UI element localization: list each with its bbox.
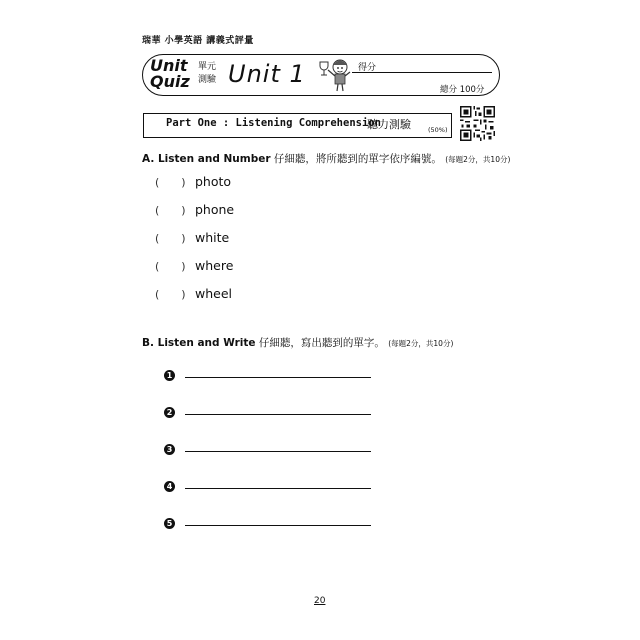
word: phone (195, 202, 235, 217)
section-b-label: B. Listen and Write (142, 337, 256, 349)
part-one-title-zh: 聽力測驗 (367, 118, 411, 131)
section-a-points: (每題2分，共10分) (445, 155, 511, 164)
word: wheel (195, 286, 232, 301)
write-row (164, 365, 175, 383)
unit-quiz-label (150, 58, 190, 90)
score-divider (352, 72, 492, 73)
word: white (195, 230, 230, 245)
unit-quiz-zh (198, 61, 216, 87)
list-item (155, 286, 232, 302)
section-b-points: (每題2分，共10分) (388, 339, 454, 348)
answer-line[interactable] (185, 451, 371, 452)
section-a-label: A. Listen and Number (142, 153, 271, 165)
list-item (155, 202, 234, 218)
answer-line[interactable] (185, 414, 371, 415)
word: photo (195, 174, 232, 189)
section-a-heading (142, 151, 510, 166)
section-a-instruction: 仔細聽，將所聽到的單字依序編號。 (273, 153, 442, 165)
book-header: 瑞華 小學英語 講義式評量 (142, 36, 254, 46)
number-blank[interactable]: ( ) (155, 260, 186, 273)
page-number: 20 (314, 596, 326, 606)
list-item (155, 230, 229, 246)
number-blank[interactable]: ( ) (155, 204, 186, 217)
answer-line[interactable] (185, 377, 371, 378)
word: where (195, 258, 234, 273)
write-row (164, 402, 175, 420)
number-blank[interactable]: ( ) (155, 232, 186, 245)
number-badge: 4 (164, 481, 175, 492)
part-one-percent: (50%) (428, 126, 448, 134)
write-row (164, 513, 175, 531)
number-badge: 5 (164, 518, 175, 529)
unit-zh-line2: 測驗 (198, 75, 217, 85)
write-row (164, 476, 175, 494)
number-badge: 3 (164, 444, 175, 455)
unit-title: Unit 1 (228, 60, 306, 88)
number-blank[interactable]: ( ) (155, 176, 186, 189)
number-badge: 1 (164, 370, 175, 381)
part-one-title: Part One : Listening Comprehension (166, 117, 381, 129)
section-b-heading (142, 335, 453, 350)
unit-zh-line1: 單元 (198, 62, 217, 72)
total-score: 總分 100分 (440, 85, 485, 95)
section-b-instruction: 仔細聽，寫出聽到的單字。 (258, 337, 385, 349)
quiz-word: Quiz (150, 72, 190, 91)
write-row (164, 439, 175, 457)
number-badge: 2 (164, 407, 175, 418)
answer-line[interactable] (185, 488, 371, 489)
answer-line[interactable] (185, 525, 371, 526)
score-label: 得分 (358, 63, 377, 73)
number-blank[interactable]: ( ) (155, 288, 186, 301)
qr-code-icon (460, 106, 495, 141)
list-item (155, 258, 233, 274)
mascot-trophy-icon (316, 56, 358, 92)
unit-word: Unit (150, 56, 188, 75)
list-item (155, 174, 231, 190)
